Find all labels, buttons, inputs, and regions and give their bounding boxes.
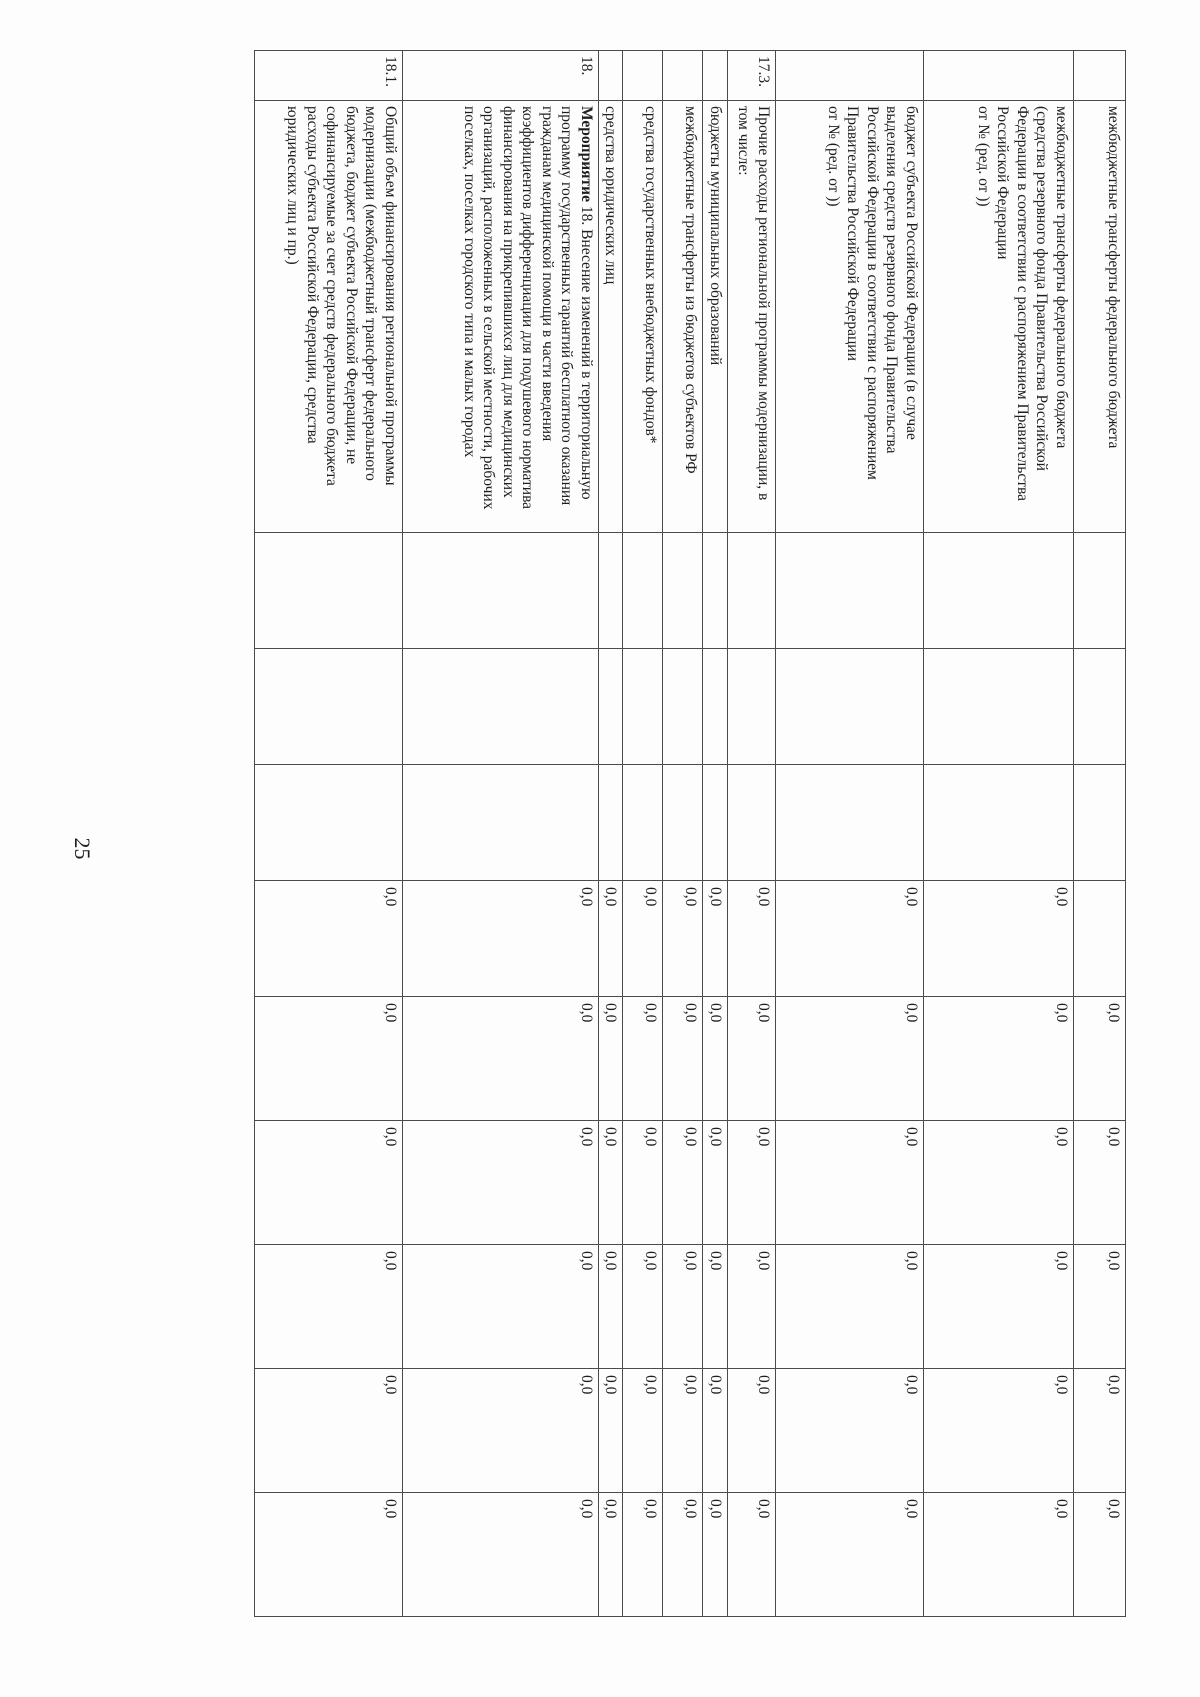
value-cell — [402, 765, 598, 881]
value-cell — [623, 649, 663, 765]
value-cell — [598, 649, 623, 765]
table-row — [703, 51, 728, 1617]
value-cell — [254, 649, 402, 765]
row-label: бюджеты муниципальных образований — [703, 101, 728, 533]
row-number — [776, 51, 924, 101]
value-cell — [1074, 533, 1126, 649]
value-cell: 0,0 — [254, 1245, 402, 1369]
value-cell: 0,0 — [402, 1369, 598, 1493]
table-row — [598, 51, 623, 1617]
table-row — [776, 51, 924, 1617]
value-cell: 0,0 — [776, 1369, 924, 1493]
table-row — [1074, 51, 1126, 1617]
value-cell: 0,0 — [776, 1493, 924, 1617]
row-label: Прочие расходы региональной программы модернизации, в том числе: — [728, 101, 776, 533]
value-cell — [663, 649, 703, 765]
value-cell: 0,0 — [598, 1369, 623, 1493]
value-cell: 0,0 — [623, 1121, 663, 1245]
table-body — [254, 51, 1125, 1617]
value-cell: 0,0 — [402, 1245, 598, 1369]
row-label: средства государственных внебюджетных фондов* — [623, 101, 663, 533]
row-label: межбюджетные трансферты федерального бюджета (средства резервного фонда Правительства Российской Федерации в соответствии с распоряжением Правительства Российской Федерации от № (ред. от )) — [924, 101, 1074, 533]
value-cell: 0,0 — [703, 1369, 728, 1493]
value-cell: 0,0 — [776, 1245, 924, 1369]
value-cell — [598, 533, 623, 649]
value-cell: 0,0 — [1074, 997, 1126, 1121]
value-cell — [402, 649, 598, 765]
value-cell: 0,0 — [1074, 1121, 1126, 1245]
row-number: 17.3. — [728, 51, 776, 101]
row-label: межбюджетные трансферты из бюджетов субъектов РФ — [663, 101, 703, 533]
row-label: средства юридических лиц — [598, 101, 623, 533]
value-cell: 0,0 — [924, 881, 1074, 997]
value-cell — [254, 533, 402, 649]
value-cell: 0,0 — [623, 1493, 663, 1617]
row-label: бюджет субъекта Российской Федерации (в случае выделения средств резервного фонда Правительства Российской Федерации в соответствии с распоряжением Правительства Российской Федерации от № (ред. от )) — [776, 101, 924, 533]
value-cell: 0,0 — [728, 1245, 776, 1369]
value-cell — [776, 765, 924, 881]
value-cell: 0,0 — [254, 1369, 402, 1493]
value-cell: 0,0 — [663, 1493, 703, 1617]
value-cell: 0,0 — [623, 997, 663, 1121]
value-cell — [728, 533, 776, 649]
row-label: Мероприятие 18. Внесение изменений в территориальную программу государственных гарантий бесплатного оказания гражданам медицинской помощи в части введения коэффициентов дифференциации для подушевого норматива финансирования на прикрепившихся лиц для медицинских организаций, расположенных в сельской местности, рабочих поселках, поселках городского типа и малых городах — [402, 101, 598, 533]
rotated-landscape-content — [50, 50, 1150, 1647]
value-cell: 0,0 — [254, 997, 402, 1121]
value-cell: 0,0 — [703, 997, 728, 1121]
value-cell: 0,0 — [663, 997, 703, 1121]
value-cell — [924, 649, 1074, 765]
value-cell: 0,0 — [402, 997, 598, 1121]
value-cell: 0,0 — [254, 881, 402, 997]
value-cell — [924, 765, 1074, 881]
row-label-bold: Мероприятие — [577, 106, 595, 202]
value-cell — [663, 765, 703, 881]
value-cell: 0,0 — [776, 997, 924, 1121]
row-number — [1074, 51, 1126, 101]
value-cell — [1074, 649, 1126, 765]
value-cell: 0,0 — [728, 881, 776, 997]
value-cell — [663, 533, 703, 649]
value-cell: 0,0 — [703, 1245, 728, 1369]
value-cell: 0,0 — [924, 1493, 1074, 1617]
value-cell: 0,0 — [598, 881, 623, 997]
row-number: 18.1. — [254, 51, 402, 101]
value-cell — [703, 765, 728, 881]
value-cell: 0,0 — [728, 997, 776, 1121]
value-cell: 0,0 — [254, 1493, 402, 1617]
value-cell: 0,0 — [924, 1245, 1074, 1369]
value-cell: 0,0 — [728, 1121, 776, 1245]
value-cell: 0,0 — [924, 1121, 1074, 1245]
value-cell — [1074, 765, 1126, 881]
value-cell: 0,0 — [703, 1493, 728, 1617]
value-cell: 0,0 — [598, 1245, 623, 1369]
value-cell: 0,0 — [663, 1369, 703, 1493]
value-cell: 0,0 — [924, 997, 1074, 1121]
value-cell: 0,0 — [1074, 1493, 1126, 1617]
row-number — [924, 51, 1074, 101]
row-number — [598, 51, 623, 101]
value-cell: 0,0 — [1074, 1369, 1126, 1493]
value-cell: 0,0 — [598, 1493, 623, 1617]
value-cell: 0,0 — [663, 1245, 703, 1369]
value-cell — [728, 765, 776, 881]
table-row — [623, 51, 663, 1617]
value-cell: 0,0 — [1074, 1245, 1126, 1369]
value-cell: 0,0 — [776, 881, 924, 997]
page-number: 25 — [70, 837, 95, 860]
row-label: Общий объем финансирования региональной программы модернизации (межбюджетный трансферт федерального бюджета, бюджет субъекта Российской Федерации, не софинансируемые за счет средств федерального бюджета расходы субъекта Российской Федерации, средства юридических лиц и пр.) — [254, 101, 402, 533]
value-cell: 0,0 — [254, 1121, 402, 1245]
value-cell — [623, 533, 663, 649]
value-cell — [623, 765, 663, 881]
table-row — [254, 51, 402, 1617]
row-number — [663, 51, 703, 101]
value-cell: 0,0 — [728, 1369, 776, 1493]
table-row — [663, 51, 703, 1617]
table-row — [402, 51, 598, 1617]
value-cell — [924, 533, 1074, 649]
value-cell: 0,0 — [703, 881, 728, 997]
value-cell: 0,0 — [623, 1245, 663, 1369]
table-row — [924, 51, 1074, 1617]
value-cell: 0,0 — [402, 881, 598, 997]
value-cell: 0,0 — [924, 1369, 1074, 1493]
value-cell — [703, 649, 728, 765]
value-cell — [598, 765, 623, 881]
value-cell: 0,0 — [623, 881, 663, 997]
value-cell: 0,0 — [728, 1493, 776, 1617]
value-cell: 0,0 — [598, 1121, 623, 1245]
row-number — [623, 51, 663, 101]
row-number: 18. — [402, 51, 598, 101]
value-cell: 0,0 — [663, 881, 703, 997]
value-cell — [776, 649, 924, 765]
value-cell: 0,0 — [598, 997, 623, 1121]
value-cell — [402, 533, 598, 649]
row-number — [703, 51, 728, 101]
value-cell: 0,0 — [776, 1121, 924, 1245]
value-cell: 0,0 — [623, 1369, 663, 1493]
value-cell: 0,0 — [663, 1121, 703, 1245]
value-cell: 0,0 — [703, 1121, 728, 1245]
value-cell — [1074, 881, 1126, 997]
value-cell: 0,0 — [402, 1121, 598, 1245]
value-cell: 0,0 — [402, 1493, 598, 1617]
row-label: межбюджетные трансферты федерального бюджета — [1074, 101, 1126, 533]
value-cell — [776, 533, 924, 649]
value-cell — [254, 765, 402, 881]
table-row — [728, 51, 776, 1617]
financing-table — [254, 50, 1126, 1617]
value-cell — [728, 649, 776, 765]
value-cell — [703, 533, 728, 649]
